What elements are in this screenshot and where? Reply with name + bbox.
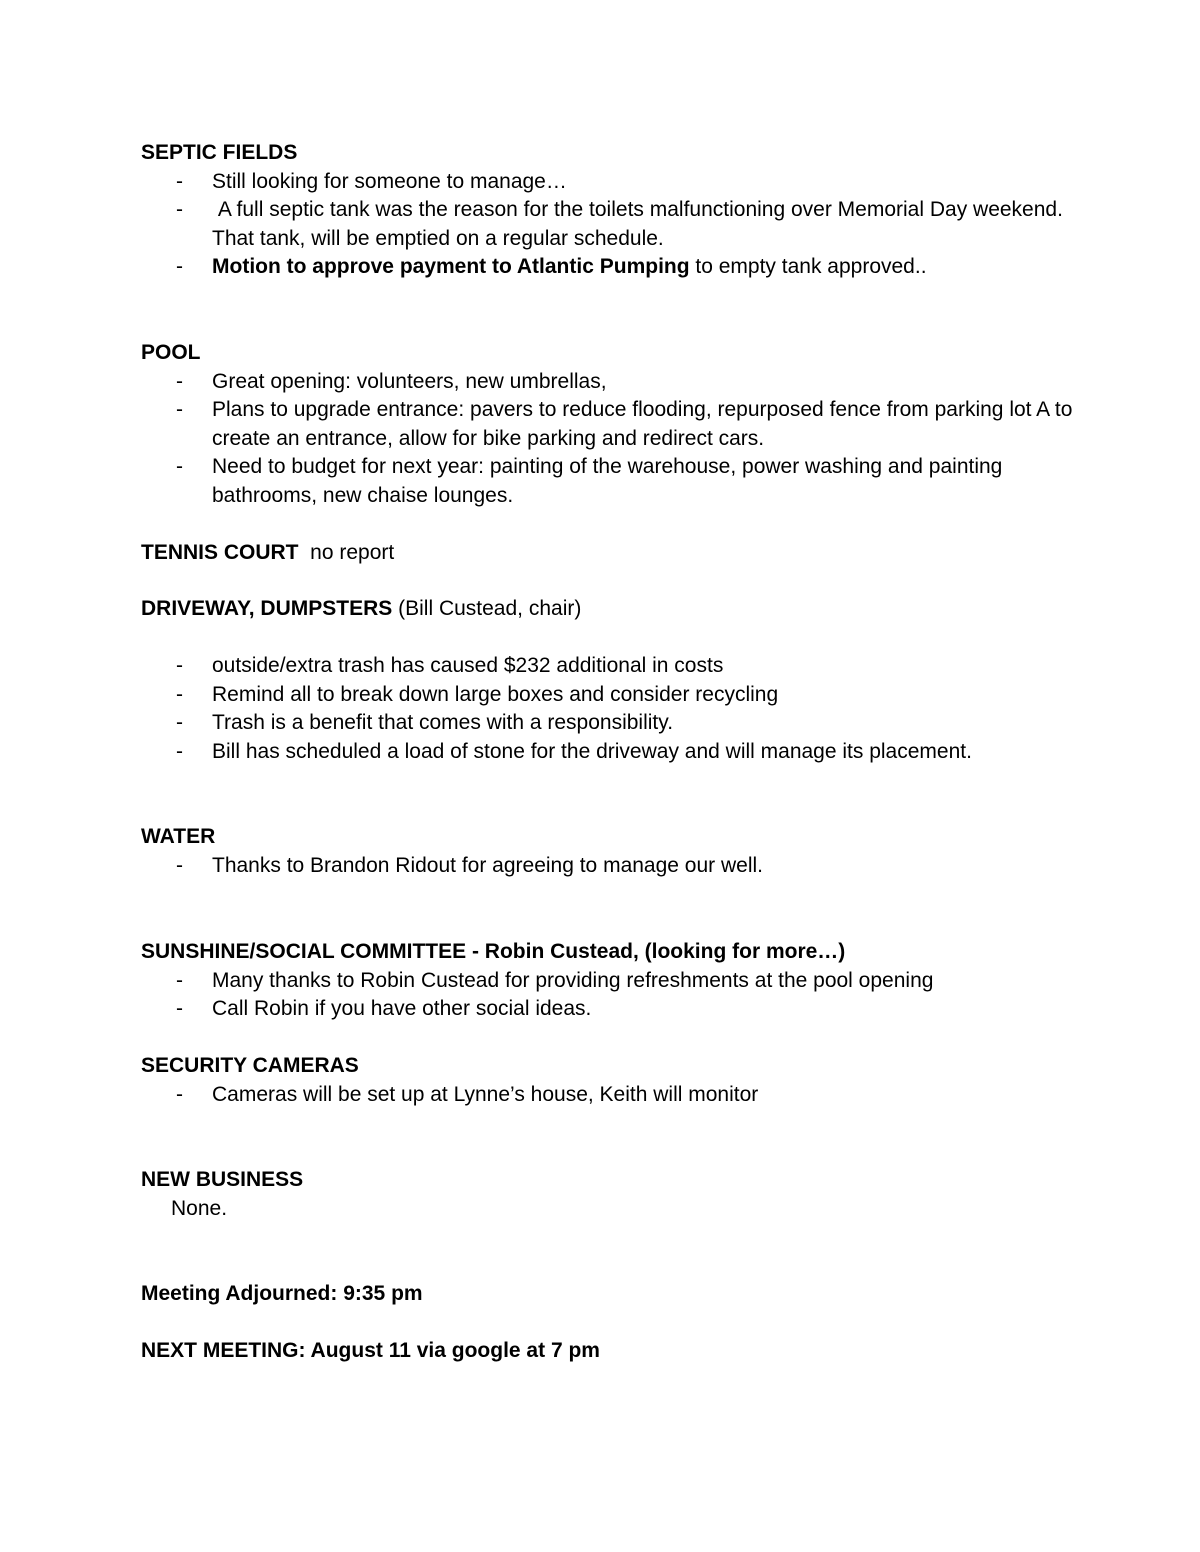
dash-bullet: -: [176, 968, 183, 992]
list-item: [141, 652, 1101, 681]
section-tennis-court: [141, 539, 1101, 568]
dash-bullet: -: [176, 682, 183, 706]
dash-bullet: -: [176, 169, 183, 193]
section-driveway-dumpsters: [141, 595, 1101, 767]
list-item: [141, 196, 1101, 253]
list-item-text: Remind all to break down large boxes and consider recycling: [212, 682, 779, 706]
section-heading: NEW BUSINESS: [141, 1168, 304, 1191]
section-note: (Bill Custead, chair): [392, 597, 582, 620]
list-item: [141, 738, 1101, 767]
section-pool: [141, 339, 1101, 511]
section-heading: SUNSHINE/SOCIAL COMMITTEE - Robin Custead, (looking for more…): [141, 940, 846, 963]
list-item: [141, 453, 1101, 510]
dash-bullet: -: [176, 198, 183, 222]
list-item: [141, 681, 1101, 710]
list-item-text: Thanks to Brandon Ridout for agreeing to manage our well.: [212, 853, 763, 877]
dash-bullet: -: [176, 997, 183, 1021]
list-item: [141, 995, 1101, 1024]
list-item: [141, 709, 1101, 738]
list-item: [141, 168, 1101, 197]
list-item: [141, 396, 1101, 453]
meeting-adjourned: Meeting Adjourned: 9:35 pm: [141, 1282, 423, 1305]
bullet-list: [141, 967, 1101, 1024]
list-item-text: Need to budget for next year: painting of the warehouse, power washing and painting bathrooms, new chaise lounges.: [212, 455, 1003, 507]
dash-bullet: -: [176, 455, 183, 479]
section-septic-fields: [141, 139, 1101, 282]
dash-bullet: -: [176, 654, 183, 678]
section-heading: SECURITY CAMERAS: [141, 1054, 359, 1077]
list-item-text: Still looking for someone to manage…: [212, 169, 567, 193]
section-heading: TENNIS COURT: [141, 541, 299, 564]
list-item-text: Call Robin if you have other social ideas.: [212, 997, 592, 1021]
dash-bullet: -: [176, 711, 183, 735]
section-meeting-adjourned: [141, 1280, 1101, 1309]
bullet-list: [141, 168, 1101, 282]
dash-bullet: -: [176, 369, 183, 393]
spacer: [141, 624, 1101, 653]
list-item-text: A full septic tank was the reason for the toilets malfunctioning over Memorial Day weekend. That tank, will be emptied on a regular schedule.: [212, 198, 1069, 250]
next-meeting: NEXT MEETING: August 11 via google at 7 pm: [141, 1339, 600, 1362]
bullet-list: [141, 852, 1101, 881]
list-item-text: Many thanks to Robin Custead for providing refreshments at the pool opening: [212, 968, 934, 992]
list-item: [141, 253, 1101, 282]
list-item-text: Plans to upgrade entrance: pavers to reduce flooding, repurposed fence from parking lot A to create an entrance, allow for bike parking and redirect cars.: [212, 398, 1073, 450]
list-item: [141, 1081, 1101, 1110]
bullet-list: [141, 1081, 1101, 1110]
dash-bullet: -: [176, 853, 183, 877]
list-item: [141, 852, 1101, 881]
dash-bullet: -: [176, 398, 183, 422]
list-item: [141, 368, 1101, 397]
section-new-business: [141, 1166, 1101, 1223]
section-next-meeting: [141, 1337, 1101, 1366]
section-sunshine-social-committee: [141, 938, 1101, 1024]
dash-bullet: -: [176, 1082, 183, 1106]
section-heading-line: [141, 595, 1101, 624]
section-note: no report: [298, 541, 395, 564]
section-heading: DRIVEWAY, DUMPSTERS: [141, 597, 393, 620]
list-item-text: outside/extra trash has caused $232 additional in costs: [212, 654, 724, 678]
dash-bullet: -: [176, 255, 183, 279]
bullet-list: [141, 652, 1101, 766]
section-security-cameras: [141, 1052, 1101, 1109]
section-heading-line: [141, 539, 1101, 568]
section-heading: SEPTIC FIELDS: [141, 141, 298, 164]
list-item-text: Cameras will be set up at Lynne’s house, Keith will monitor: [212, 1082, 759, 1106]
section-heading: POOL: [141, 341, 201, 364]
list-item: [141, 967, 1101, 996]
section-heading: WATER: [141, 825, 216, 848]
list-item-text: Trash is a benefit that comes with a responsibility.: [212, 711, 674, 735]
motion-text-bold: Motion to approve payment to Atlantic Pumping: [212, 255, 690, 279]
section-water: [141, 823, 1101, 880]
motion-text: to empty tank approved..: [689, 255, 927, 279]
list-item-text: Bill has scheduled a load of stone for the driveway and will manage its placement.: [212, 739, 972, 763]
new-business-text: None.: [171, 1196, 228, 1220]
dash-bullet: -: [176, 739, 183, 763]
list-item-text: Great opening: volunteers, new umbrellas,: [212, 369, 607, 393]
bullet-list: [141, 368, 1101, 511]
